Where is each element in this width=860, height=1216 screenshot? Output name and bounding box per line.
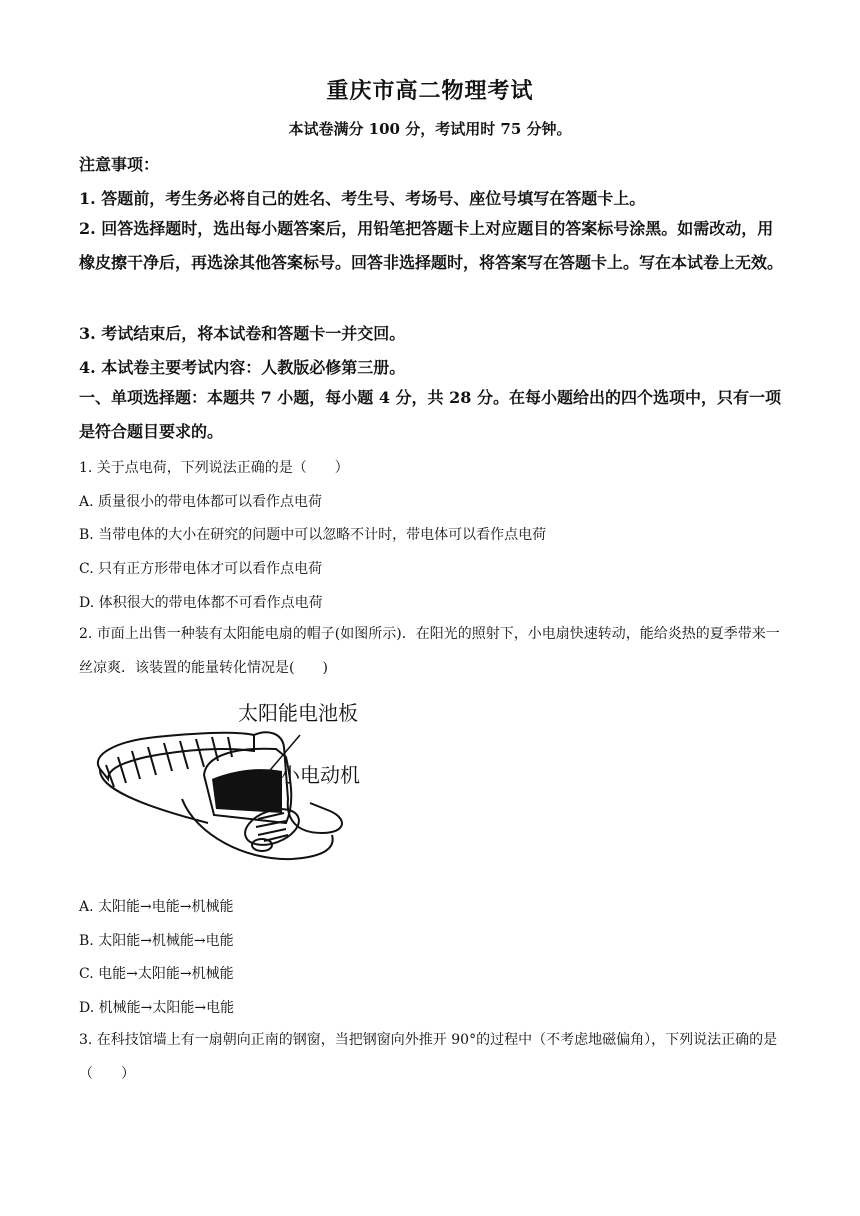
- notice-item-3: 3. 考试结束后，将本试卷和答题卡一并交回。: [79, 324, 406, 343]
- figure-label-solar-panel: 太阳能电池板: [238, 701, 358, 725]
- question-2-option-d: D. 机械能→太阳能→电能: [79, 1000, 235, 1016]
- question-1-option-d: D. 体积很大的带电体都不可看作点电荷: [79, 595, 323, 611]
- notice-item-2: 2. 回答选择题时，选出每小题答案后，用铅笔把答题卡上对应题目的答案标号涂黑。如需改动，用橡皮擦干净后，再选涂其他答案标号。回答非选择题时，将答案写在答题卡上。写在本试卷上无效。: [79, 219, 784, 272]
- notice-item-1: 1. 答题前，考生务必将自己的姓名、考生号、考场号、座位号填写在答题卡上。: [79, 189, 646, 208]
- page-title: 重庆市高二物理考试: [326, 78, 534, 104]
- question-2-option-c: C. 电能→太阳能→机械能: [79, 966, 234, 982]
- solar-fan-hat-figure: [86, 695, 386, 867]
- notice-item-4: 4. 本试卷主要考试内容：人教版必修第三册。: [79, 358, 406, 377]
- section-heading: 一、单项选择题：本题共 7 小题，每小题 4 分，共 28 分。在每小题给出的四个选项中，只有一项是符合题目要求的。: [79, 388, 781, 441]
- question-2-option-b: B. 太阳能→机械能→电能: [79, 933, 234, 949]
- question-1-option-a: A. 质量很小的带电体都可以看作点电荷: [79, 494, 323, 510]
- question-1-stem: 1. 关于点电荷，下列说法正确的是（ ）: [79, 460, 349, 476]
- question-2-stem: 2. 市面上出售一种装有太阳能电扇的帽子(如图所示)．在阳光的照射下，小电扇快速转动，能给炎热的夏季带来一丝凉爽．该装置的能量转化情况是( ): [79, 626, 780, 676]
- question-2-option-a: A. 太阳能→电能→机械能: [79, 899, 234, 915]
- figure-label-motor: 小电动机: [280, 763, 360, 787]
- question-1-option-b: B. 当带电体的大小在研究的问题中可以忽略不计时，带电体可以看作点电荷: [79, 527, 547, 543]
- question-3-stem: 3. 在科技馆墙上有一扇朝向正南的钢窗，当把钢窗向外推开 90°的过程中（不考虑地磁偏角），下列说法正确的是（ ）: [79, 1032, 778, 1082]
- notice-heading: 注意事项：: [79, 155, 160, 174]
- question-1-option-c: C. 只有正方形带电体才可以看作点电荷: [79, 561, 323, 577]
- exam-subtitle: 本试卷满分 100 分，考试用时 75 分钟。: [288, 120, 572, 138]
